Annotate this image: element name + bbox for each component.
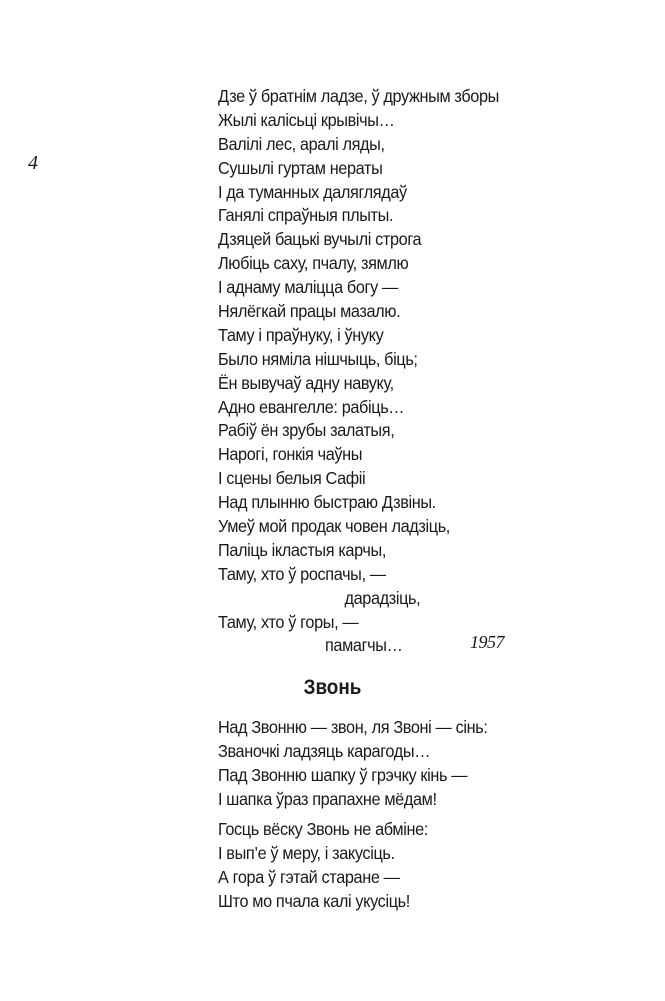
poem-line: Нялёгкай працы мазалю. <box>218 301 401 322</box>
poem-2-stanza-1 <box>218 716 548 812</box>
poem-line-indented: памагчы… <box>324 635 403 656</box>
poem-line: Таму, хто ў роспачы, — <box>218 563 386 584</box>
poem-line: Нарогі, гонкія чаўны <box>218 444 363 465</box>
poem-date: 1957 <box>470 632 504 652</box>
poem-2-stanza-2 <box>218 818 548 914</box>
poem-line: Над плынню быстраю Дзвіны. <box>218 492 436 513</box>
poem-line: Званочкі ладзяць карагоды… <box>218 740 431 761</box>
poem-line: Паліць ікластыя карчы, <box>218 539 387 560</box>
poem-line: Адно евангелле: рабіць… <box>218 396 405 417</box>
poem-line: А гора ў гэтай старане — <box>218 866 400 887</box>
poem-line: Любіць саху, пчалу, зямлю <box>218 253 409 274</box>
page-number: 4 <box>28 152 38 174</box>
poem-line: І аднаму маліцца богу — <box>218 277 398 298</box>
poem-line: Госць вёску Звонь не абміне: <box>218 819 428 839</box>
poem-line: Што мо пчала калі укусіць! <box>218 890 410 911</box>
poem-line: Дзяцей бацькі вучылі строга <box>218 229 422 250</box>
poem-line: І да туманных даляглядаў <box>218 181 407 202</box>
poem-line: Было няміла нішчыць, біць; <box>218 348 418 369</box>
poem-line: Таму, хто ў горы, — <box>218 611 359 632</box>
poem-line: Пад Звонню шапку ў грэчку кінь — <box>218 764 468 785</box>
poem-line: Таму і праўнуку, і ўнуку <box>218 324 384 345</box>
poem-line: Умеў мой продак човен ладзіць, <box>218 516 450 537</box>
poem-title: Звонь <box>303 676 362 699</box>
poem-line: Дзе ў братнім ладзе, ў дружным зборы <box>218 86 499 106</box>
poem-line: Сушылі гуртам нераты <box>218 157 383 178</box>
poem-line: І вып’е ў меру, і закусіць. <box>218 842 395 863</box>
poem-line: І сцены белыя Сафіі <box>218 468 366 489</box>
poem-line: Валілі лес, аралі ляды, <box>218 133 385 154</box>
poem-line: Жылі калісьці крывічы… <box>218 109 395 130</box>
poem-line: Рабіў ён зрубы залатыя, <box>218 420 395 441</box>
poem-line-indented: дарадзіць, <box>344 587 421 608</box>
poem-1 <box>218 85 548 658</box>
poem-line: Ён вывучаў адну навуку, <box>218 372 394 393</box>
poem-line: Над Звонню — звон, ля Звоні — сінь: <box>218 717 488 737</box>
poem-line: І шапка ўраз прапахне мёдам! <box>218 788 437 809</box>
poem-line: Ганялі спраўныя плыты. <box>218 205 394 226</box>
